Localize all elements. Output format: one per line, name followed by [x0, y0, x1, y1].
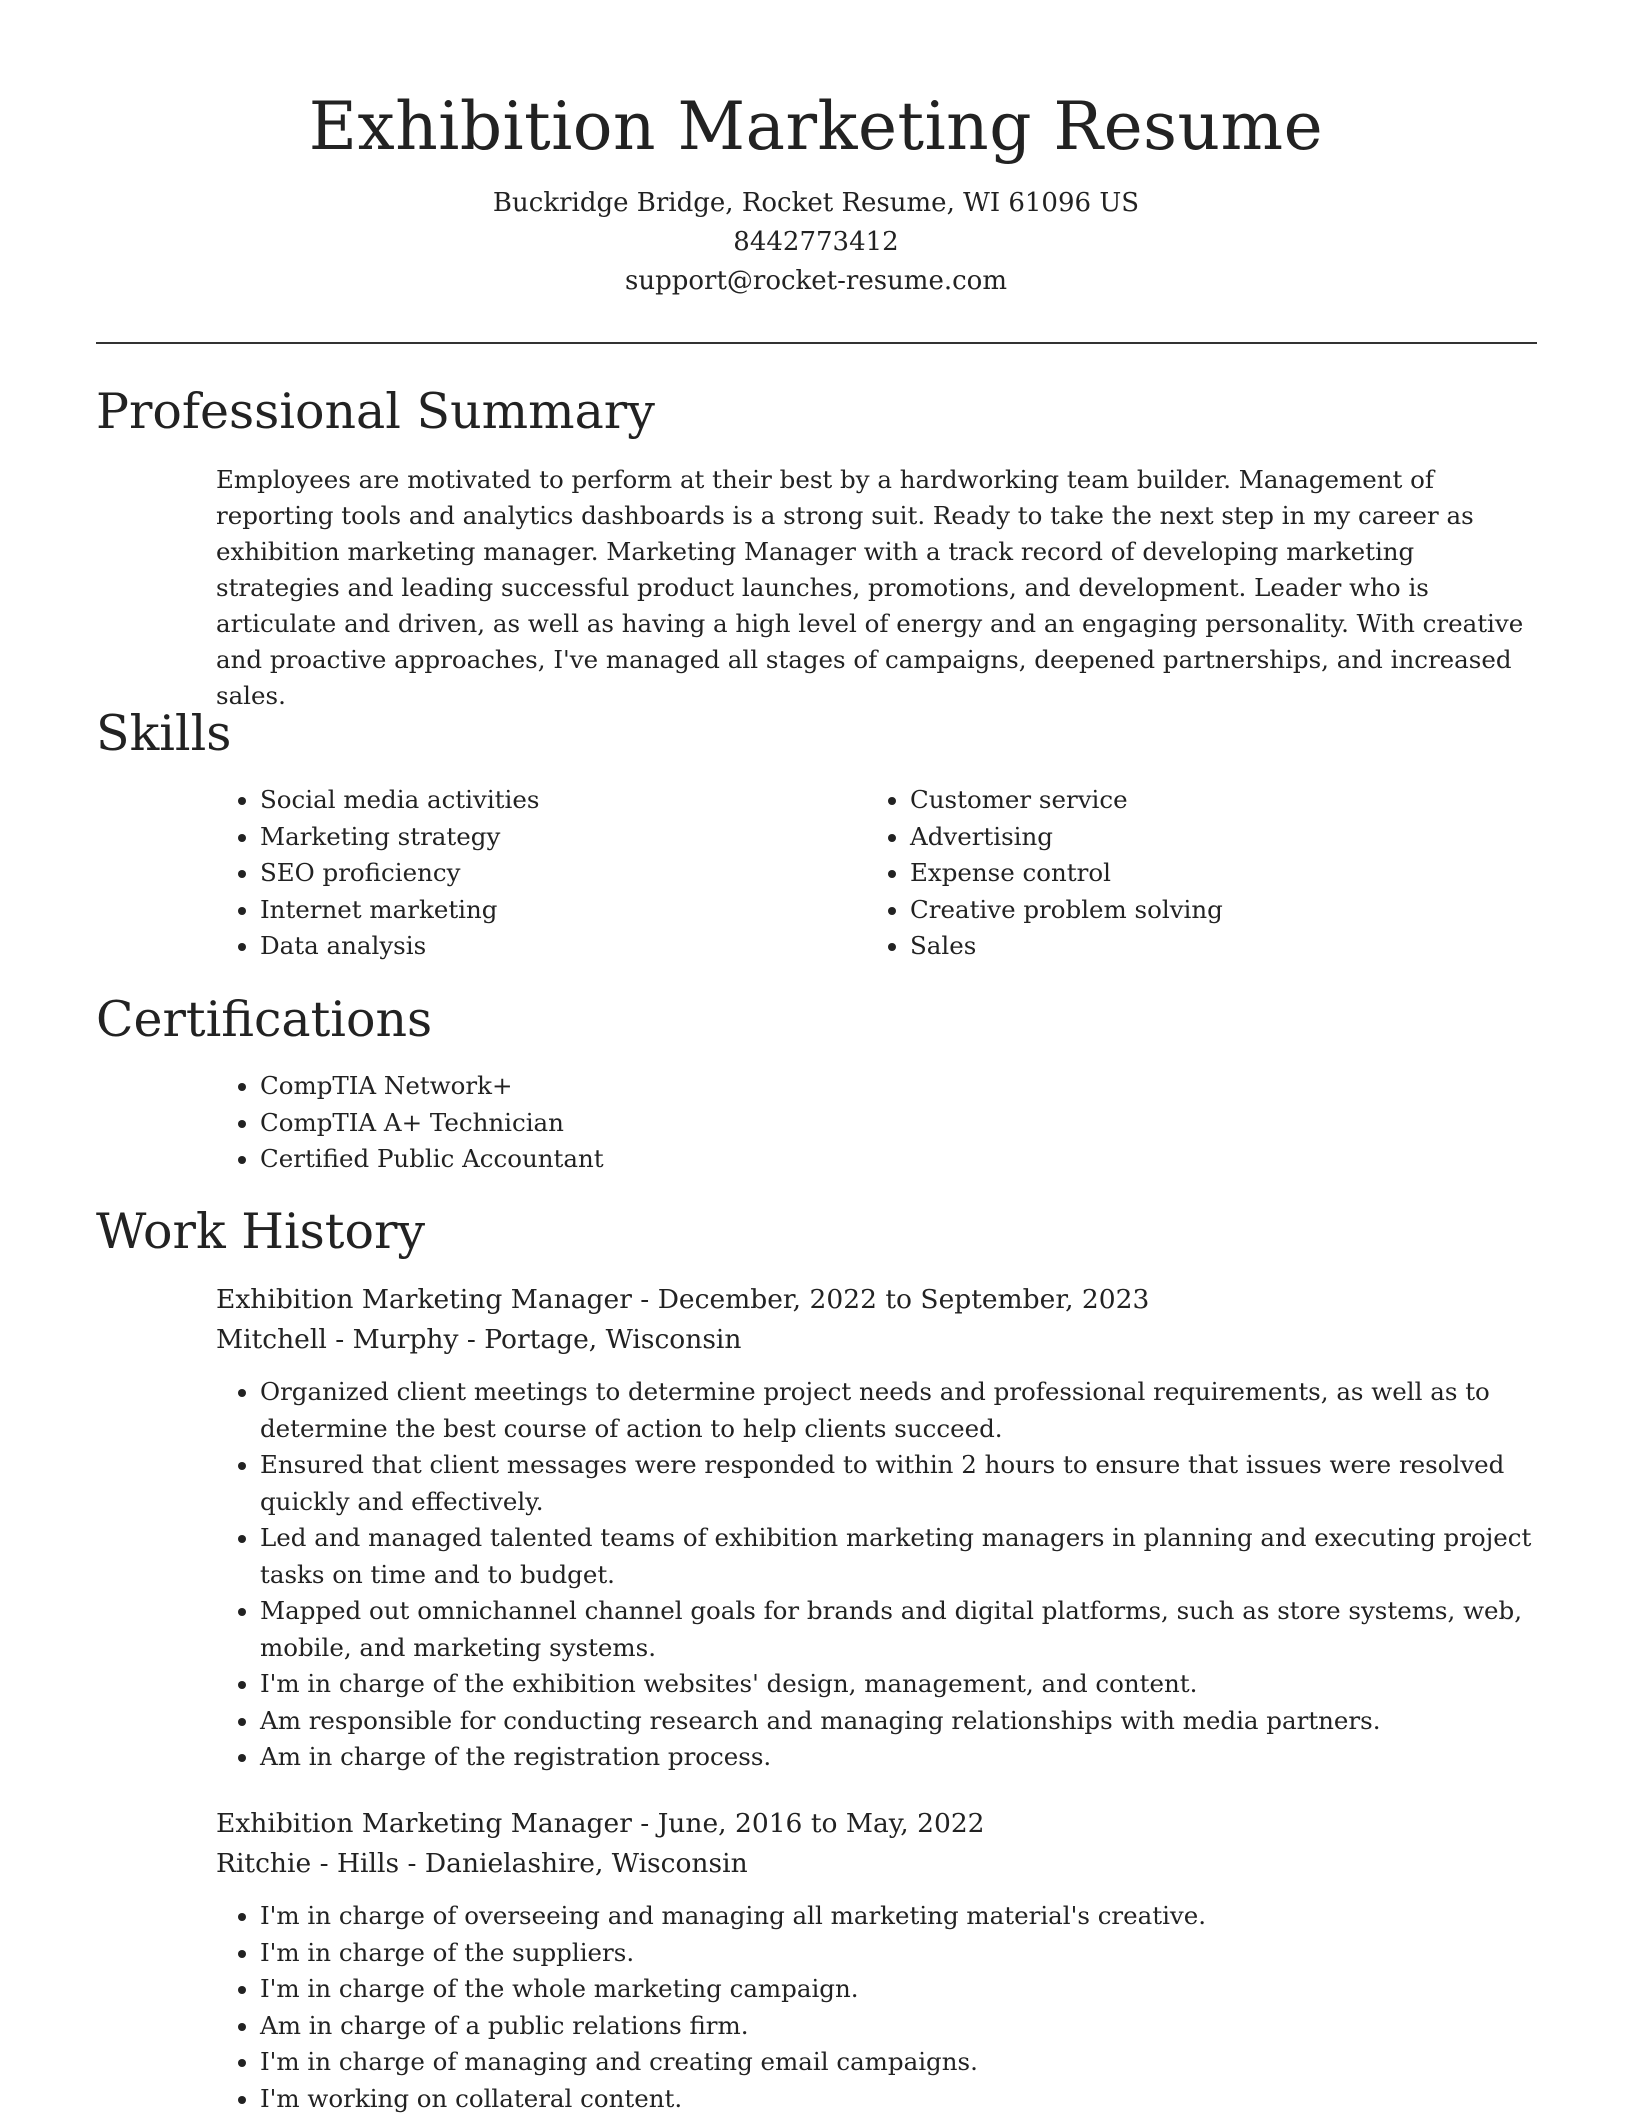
- job-bullet: • I'm in charge of the whole marketing campaign.: [260, 1971, 1585, 2008]
- certifications-list: [216, 1068, 1160, 1178]
- job-role-line: Exhibition Marketing Manager - June, 2016 to May, 2022: [216, 1804, 985, 1844]
- certification-item: • CompTIA A+ Technician: [260, 1105, 1160, 1142]
- summary-heading: Professional Summary: [96, 382, 655, 442]
- job-company: Ritchie - Hills: [216, 1848, 399, 1879]
- job-role: Exhibition Marketing Manager: [216, 1808, 632, 1839]
- skill-item: • Data analysis: [260, 928, 860, 965]
- job-bullet: • Organized client meetings to determine project needs and professional requirements, as well as to determine the best course of action to help clients succeed.: [260, 1374, 1585, 1447]
- skills-heading: Skills: [96, 704, 231, 764]
- skill-item: • Advertising: [910, 819, 1510, 856]
- job-company-line: Ritchie - Hills - Danielashire, Wisconsin: [216, 1844, 748, 1884]
- work-history-heading: Work History: [96, 1202, 425, 1262]
- job-company-line: Mitchell - Murphy - Portage, Wisconsin: [216, 1320, 741, 1360]
- job-role-line: Exhibition Marketing Manager - December, 2022 to September, 2023: [216, 1280, 1149, 1320]
- resume-header: [0, 0, 1632, 301]
- skill-item: • Internet marketing: [260, 892, 860, 929]
- summary-text: Employees are motivated to perform at their best by a hardworking team builder. Management of reporting tools and analytics dashboards is a strong suit. Ready to take the next step in my career as exhibition marketing manager. Marketing Manager with a track record of developing marketing strategies and leading successful product launches, promotions, and development. Leader who is articulate and driven, as well as having a high level of energy and an engaging personality. With creative and proactive approaches, I've managed all stages of campaigns, deepened partnerships, and increased sales.: [216, 462, 1536, 714]
- skills-list-left: [216, 782, 860, 965]
- certifications-heading: Certifications: [96, 990, 432, 1050]
- contact-info: [0, 184, 1632, 301]
- job-bullet: • Mapped out omnichannel channel goals for brands and digital platforms, such as store systems, web, mobile, and marketing systems.: [260, 1593, 1585, 1666]
- job-bullet: • I'm in charge of overseeing and managing all marketing material's creative.: [260, 1898, 1585, 1935]
- job-dates: December, 2022 to September, 2023: [658, 1284, 1150, 1315]
- job-bullet: • Led and managed talented teams of exhibition marketing managers in planning and executing project tasks on time and to budget.: [260, 1520, 1585, 1593]
- skill-item: • Customer service: [910, 782, 1510, 819]
- skill-item: • Sales: [910, 928, 1510, 965]
- job-bullet: • I'm in charge of the exhibition websites' design, management, and content.: [260, 1666, 1585, 1703]
- job-role: Exhibition Marketing Manager: [216, 1284, 632, 1315]
- job-bullet: • I'm in charge of the suppliers.: [260, 1935, 1585, 1972]
- job-bullet: • Am responsible for conducting research and managing relationships with media partners.: [260, 1703, 1585, 1740]
- job-bullet: • Am in charge of a public relations firm.: [260, 2008, 1585, 2045]
- job-bullet: • I'm in charge of managing and creating email campaigns.: [260, 2044, 1585, 2081]
- skill-item: • Creative problem solving: [910, 892, 1510, 929]
- job-bullet: • Ensured that client messages were responded to within 2 hours to ensure that issues were resolved quickly and effectively.: [260, 1447, 1585, 1520]
- resume-title: Exhibition Marketing Resume: [0, 84, 1632, 170]
- skill-item: • SEO proficiency: [260, 855, 860, 892]
- header-divider: [96, 342, 1537, 344]
- job-bullets: [216, 1374, 1585, 1776]
- job-location: Portage, Wisconsin: [484, 1324, 741, 1355]
- certification-item: • CompTIA Network+: [260, 1068, 1160, 1105]
- job-company: Mitchell - Murphy: [216, 1324, 458, 1355]
- job-location: Danielashire, Wisconsin: [425, 1848, 748, 1879]
- contact-address: Buckridge Bridge, Rocket Resume, WI 61096 US: [0, 184, 1632, 223]
- skills-list-right: [866, 782, 1510, 965]
- job-dates: June, 2016 to May, 2022: [658, 1808, 985, 1839]
- job-bullet: • I'm working on collateral content.: [260, 2081, 1585, 2117]
- contact-phone: 8442773412: [0, 223, 1632, 262]
- certification-item: • Certified Public Accountant: [260, 1141, 1160, 1178]
- skill-item: • Marketing strategy: [260, 819, 860, 856]
- skill-item: • Social media activities: [260, 782, 860, 819]
- contact-email: support@rocket-resume.com: [0, 262, 1632, 301]
- job-bullets: [216, 1898, 1585, 2117]
- job-bullet: • Am in charge of the registration process.: [260, 1739, 1585, 1776]
- skill-item: • Expense control: [910, 855, 1510, 892]
